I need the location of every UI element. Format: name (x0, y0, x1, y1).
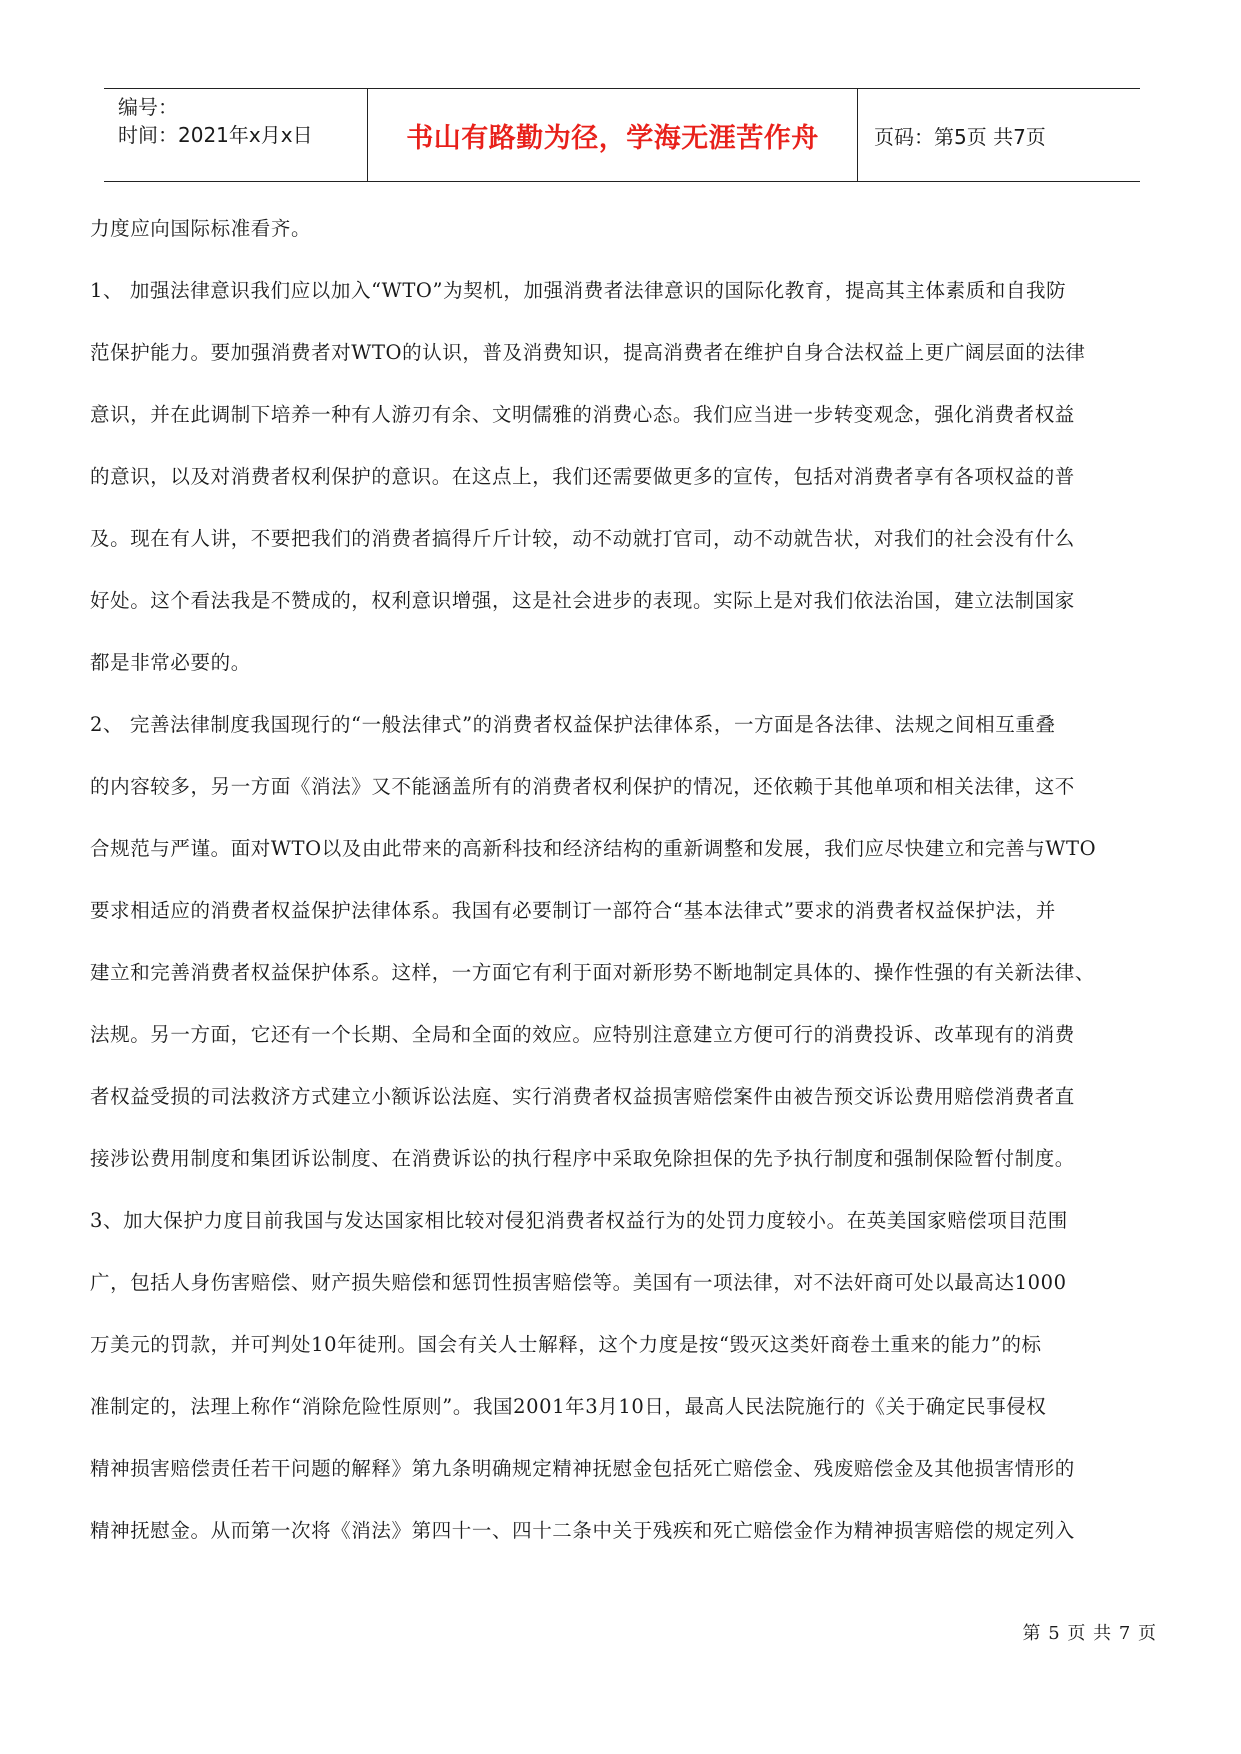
body-line: 意识，并在此调制下培养一种有人游刃有余、文明儒雅的消费心态。我们应当进一步转变观念，强化消费者权益 (90, 403, 1075, 426)
body-line: 都是非常必要的。 (90, 651, 251, 674)
body-line: 好处。这个看法我是不赞成的，权利意识增强，这是社会进步的表现。实际上是对我们依法治国，建立法制国家 (90, 589, 1075, 612)
footer-page-number: 第 5 页 共 7 页 (1022, 1623, 1157, 1644)
document-header (104, 88, 1140, 182)
body-line: 精神抚慰金。从而第一次将《消法》第四十一、四十二条中关于残疾和死亡赔偿金作为精神损害赔偿的规定列入 (90, 1519, 1075, 1542)
body-line: 广，包括人身伤害赔偿、财产损失赔偿和惩罚性损害赔偿等。美国有一项法律，对不法奸商可处以最高达1000 (90, 1271, 1067, 1294)
body-line: 万美元的罚款，并可判处10年徒刑。国会有关人士解释，这个力度是按“毁灭这类奸商卷土重来的能力”的标 (90, 1333, 1042, 1356)
body-line: 要求相适应的消费者权益保护法律体系。我国有必要制订一部符合“基本法律式”要求的消费者权益保护法，并 (90, 899, 1056, 922)
time-label: 时间：2021年x月x日 (118, 123, 313, 147)
body-line: 者权益受损的司法救济方式建立小额诉讼法庭、实行消费者权益损害赔偿案件由被告预交诉讼费用赔偿消费者直 (90, 1085, 1075, 1108)
header-meta-cell (104, 89, 368, 181)
header-page-number: 页码：第5页 共7页 (874, 124, 1046, 149)
body-line: 准制定的，法理上称作“消除危险性原则”。我国2001年3月10日，最高人民法院施行的《关于确定民事侵权 (90, 1395, 1047, 1418)
body-line: 合规范与严谨。面对WTO以及由此带来的高新科技和经济结构的重新调整和发展，我们应尽快建立和完善与WTO (90, 837, 1097, 860)
document-body (90, 214, 1168, 1578)
motto-text: 书山有路勤为径，学海无涯苦作舟 (406, 122, 819, 154)
number-label: 编号： (118, 95, 178, 119)
header-page-cell (858, 89, 1140, 181)
body-line: 的内容较多，另一方面《消法》又不能涵盖所有的消费者权利保护的情况，还依赖于其他单项和相关法律，这不 (90, 775, 1075, 798)
body-line: 范保护能力。要加强消费者对WTO的认识，普及消费知识，提高消费者在维护自身合法权益上更广阔层面的法律 (90, 341, 1086, 364)
body-line: 的意识，以及对消费者权利保护的意识。在这点上，我们还需要做更多的宣传，包括对消费者享有各项权益的普 (90, 465, 1075, 488)
header-motto-cell (368, 89, 858, 181)
body-line: 精神损害赔偿责任若干问题的解释》第九条明确规定精神抚慰金包括死亡赔偿金、残废赔偿金及其他损害情形的 (90, 1457, 1075, 1480)
body-line: 建立和完善消费者权益保护体系。这样，一方面它有利于面对新形势不断地制定具体的、操作性强的有关新法律、 (90, 961, 1096, 984)
body-line: 法规。另一方面，它还有一个长期、全局和全面的效应。应特别注意建立方便可行的消费投诉、改革现有的消费 (90, 1023, 1075, 1046)
body-line: 3、加大保护力度目前我国与发达国家相比较对侵犯消费者权益行为的处罚力度较小。在英美国家赔偿项目范围 (90, 1209, 1068, 1232)
body-line: 力度应向国际标准看齐。 (90, 217, 312, 240)
body-line: 2、 完善法律制度我国现行的“一般法律式”的消费者权益保护法律体系，一方面是各法律、法规之间相互重叠 (90, 713, 1056, 736)
body-line: 1、 加强法律意识我们应以加入“WTO”为契机，加强消费者法律意识的国际化教育，提高其主体素质和自我防 (90, 279, 1067, 302)
body-line: 接涉讼费用制度和集团诉讼制度、在消费诉讼的执行程序中采取免除担保的先予执行制度和强制保险暂付制度。 (90, 1147, 1075, 1170)
body-line: 及。现在有人讲，不要把我们的消费者搞得斤斤计较，动不动就打官司，动不动就告状，对我们的社会没有什么 (90, 527, 1075, 550)
